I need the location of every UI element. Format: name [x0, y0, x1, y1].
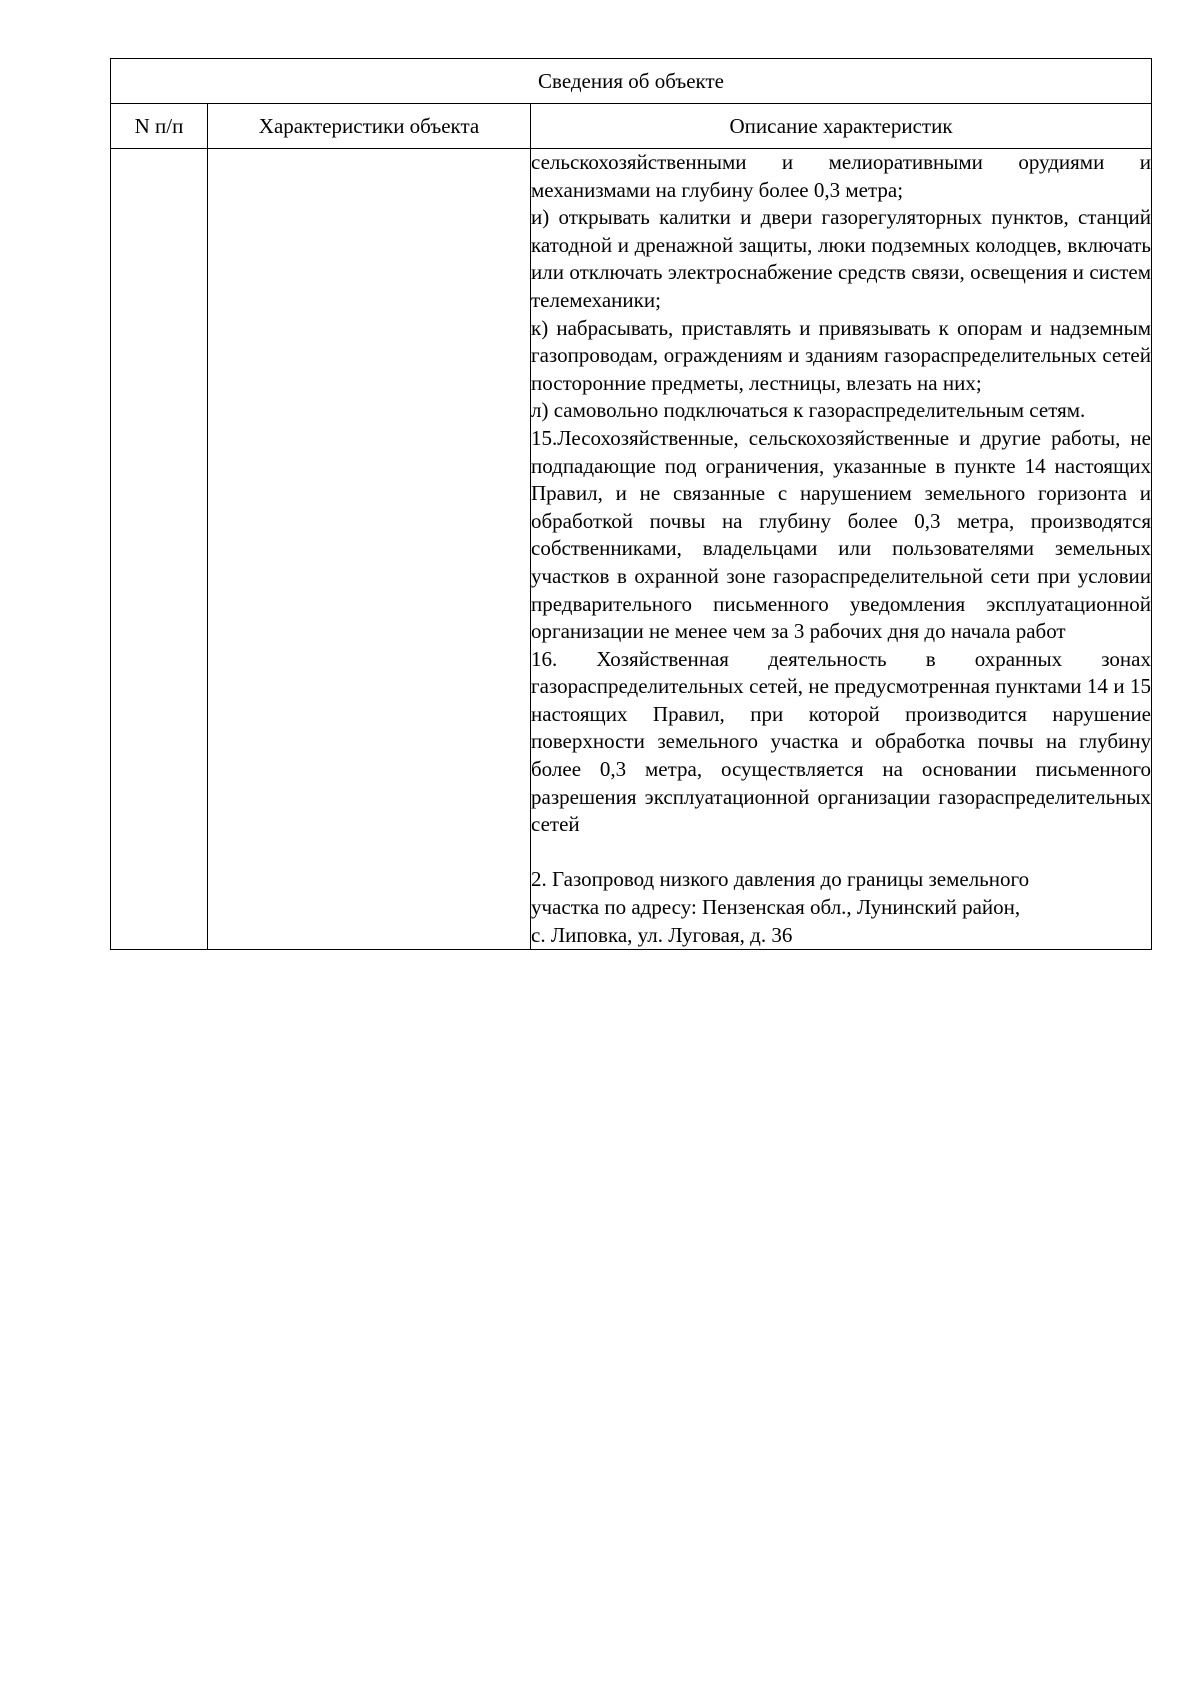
cell-num: [111, 149, 208, 950]
header-description: Описание характеристик: [531, 104, 1152, 149]
cell-description: [531, 149, 1152, 950]
table-title-row: [111, 59, 1152, 104]
table-title: Сведения об объекте: [111, 59, 1152, 104]
paragraph: сельскохозяйственными и мелиоративными орудиями и механизмами на глубину более 0,3 метра;: [531, 150, 1151, 202]
paragraph: л) самовольно подключаться к газораспределительным сетям.: [531, 398, 1086, 423]
object-info-table: [110, 58, 1152, 950]
paragraph: к) набрасывать, приставлять и привязывать к опорам и надземным газопроводам, ограждениям и зданиям газораспределительных сетей посторонние предметы, лестницы, влезать на них;: [531, 315, 1151, 395]
object-line: с. Липовка, ул. Луговая, д. 36: [531, 922, 793, 947]
paragraph: 15.Лесохозяйственные, сельскохозяйственные и другие работы, не подпадающие под ограничения, указанные в пункте 14 настоящих Правил, и не связанные с нарушением земельного горизонта и обработкой почвы на глубину более 0,3 метра, производятся собственниками, владельцами или пользователями земельных участков в охранной зоне газораспределительной сети при условии предварительного письменного уведомления эксплуатационной организации не менее чем за 3 рабочих дня до начала работ: [531, 425, 1151, 644]
object-line: участка по адресу: Пензенская обл., Лунинский район,: [531, 895, 1021, 920]
header-characteristics: Характеристики объекта: [208, 104, 531, 149]
paragraph: и) открывать калитки и двери газорегуляторных пунктов, станций катодной и дренажной защиты, люки подземных колодцев, включать или отключать электроснабжение средств связи, освещения и систем телемеханики;: [531, 205, 1151, 312]
cell-characteristics: [208, 149, 531, 950]
table-row: [111, 149, 1152, 950]
header-num: N п/п: [111, 104, 208, 149]
table-header-row: [111, 104, 1152, 149]
paragraph: 16. Хозяйственная деятельность в охранных зонах газораспределительных сетей, не предусмотренная пунктами 14 и 15 настоящих Правил, при которой производится нарушение поверхности земельного участка и обработка почвы на глубину более 0,3 метра, осуществляется на основании письменного разрешения эксплуатационной организации газораспределительных сетей: [531, 646, 1151, 837]
object-line: 2. Газопровод низкого давления до границы земельного: [531, 867, 1030, 892]
